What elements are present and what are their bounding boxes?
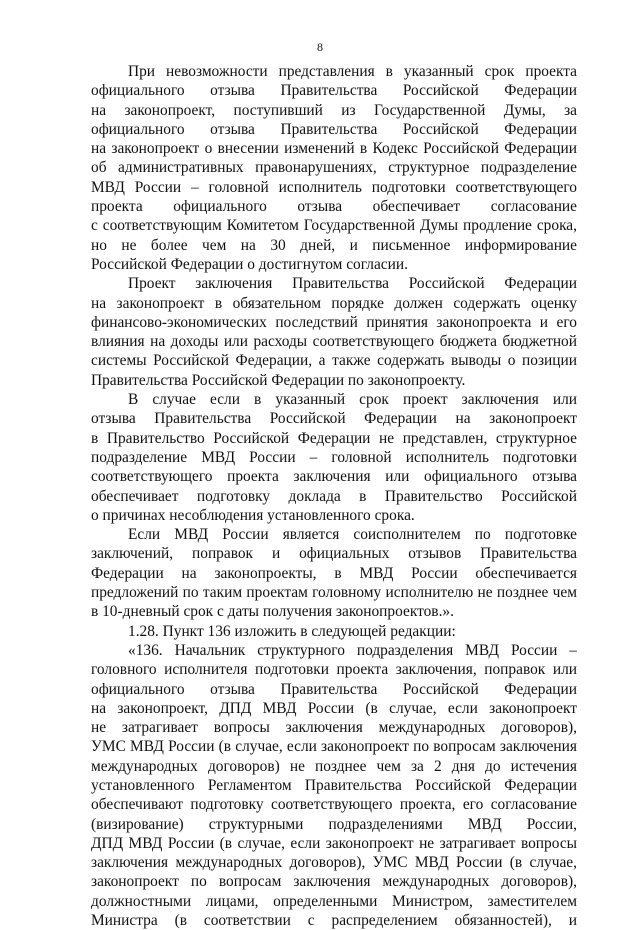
page-number: 8: [317, 40, 323, 54]
text-line: официального отзыва Правительства Российской Федерации: [91, 120, 577, 138]
text-line: Проект заключения Правительства Российской Федерации: [128, 275, 577, 293]
text-line: 1.28. Пункт 136 изложить в следующей редакции:: [128, 622, 456, 640]
text-line: в Правительство Российской Федерации не представлен, структурное: [91, 429, 577, 447]
text-line: головного исполнителя подготовки проекта заключения, поправок или: [91, 661, 577, 679]
text-line: МВД России – головной исполнитель подготовки соответствующего: [91, 178, 577, 196]
text-line: «136. Начальник структурного подразделения МВД России –: [128, 641, 577, 659]
text-line: с соответствующим Комитетом Государственной Думы продление срока,: [91, 217, 577, 235]
text-line: ДПД МВД России (в случае, если законопроект не затрагивает вопросы: [91, 834, 577, 852]
text-line: Министра (в соответствии с распределением обязанностей), и: [91, 912, 577, 930]
document-body: [91, 62, 577, 930]
text-line: не затрагивает вопросы заключения международных договоров),: [91, 719, 577, 737]
text-line: официального отзыва Правительства Российской Федерации: [91, 82, 577, 100]
paragraph-5: [91, 622, 577, 641]
paragraph-3: [91, 390, 577, 525]
text-line: системы Российской Федерации, а также содержать выводы о позиции: [91, 352, 577, 370]
text-line: на законопроект о внесении изменений в Кодекс Российской Федерации: [91, 140, 577, 158]
text-line: предложений по таким проектам головному исполнителю не позднее чем: [91, 584, 577, 602]
text-line: международных договоров) не позднее чем за 2 дня до истечения: [91, 757, 577, 775]
text-line: в 10-дневный срок с даты получения законопроектов.».: [91, 603, 454, 621]
text-line: финансово-экономических последствий принятия законопроекта и его: [91, 313, 577, 331]
paragraph-1: [91, 62, 577, 274]
text-line: отзыва Правительства Российской Федерации на законопроект: [91, 410, 577, 428]
text-line: (визирование) структурными подразделениями МВД России,: [91, 815, 577, 833]
text-line: об административных правонарушениях, структурное подразделение: [91, 159, 577, 177]
text-line: заключения международных договоров), УМС МВД России (в случае,: [91, 854, 577, 872]
text-line: на законопроект, ДПД МВД России (в случае, если законопроект: [91, 699, 577, 717]
text-line: на законопроект, поступивший из Государственной Думы, за: [91, 101, 577, 119]
text-line: Правительства Российской Федерации по законопроекту.: [91, 371, 466, 389]
text-line: Российской Федерации о достигнутом согласии.: [91, 255, 408, 273]
text-line: Федерации на законопроекты, в МВД России обеспечивается: [91, 564, 577, 582]
text-line: обеспечивают подготовку соответствующего проекта, его согласование: [91, 796, 577, 814]
text-line: на законопроект в обязательном порядке должен содержать оценку: [91, 294, 577, 312]
text-line: законопроект по вопросам заключения международных договоров),: [91, 873, 577, 891]
text-line: УМС МВД России (в случае, если законопроект по вопросам заключения: [91, 738, 577, 756]
text-line: В случае если в указанный срок проект заключения или: [128, 391, 577, 409]
text-line: но не более чем на 30 дней, и письменное информирование: [91, 236, 577, 254]
text-line: заключений, поправок и официальных отзывов Правительства: [91, 545, 577, 563]
text-line: установленного Регламентом Правительства Российской Федерации: [91, 776, 577, 794]
text-line: официального отзыва Правительства Российской Федерации: [91, 680, 577, 698]
paragraph-6: [91, 641, 577, 930]
paragraph-2: [91, 274, 577, 390]
text-line: должностными лицами, определенными Министром, заместителем: [91, 892, 577, 910]
paragraph-4: [91, 525, 577, 621]
text-line: Если МВД России является соисполнителем по подготовке: [128, 526, 577, 544]
text-line: подразделение МВД России – головной исполнитель подготовки: [91, 448, 577, 466]
text-line: о причинах несоблюдения установленного срока.: [91, 506, 415, 524]
text-line: влияния на доходы или расходы соответствующего бюджета бюджетной: [91, 333, 577, 351]
text-line: При невозможности представления в указанный срок проекта: [128, 63, 577, 80]
text-line: обеспечивает подготовку доклада в Правительство Российской: [91, 487, 577, 505]
text-line: проекта официального отзыва обеспечивает согласование: [91, 198, 577, 216]
text-line: соответствующего проекта заключения или официального отзыва: [91, 468, 577, 486]
